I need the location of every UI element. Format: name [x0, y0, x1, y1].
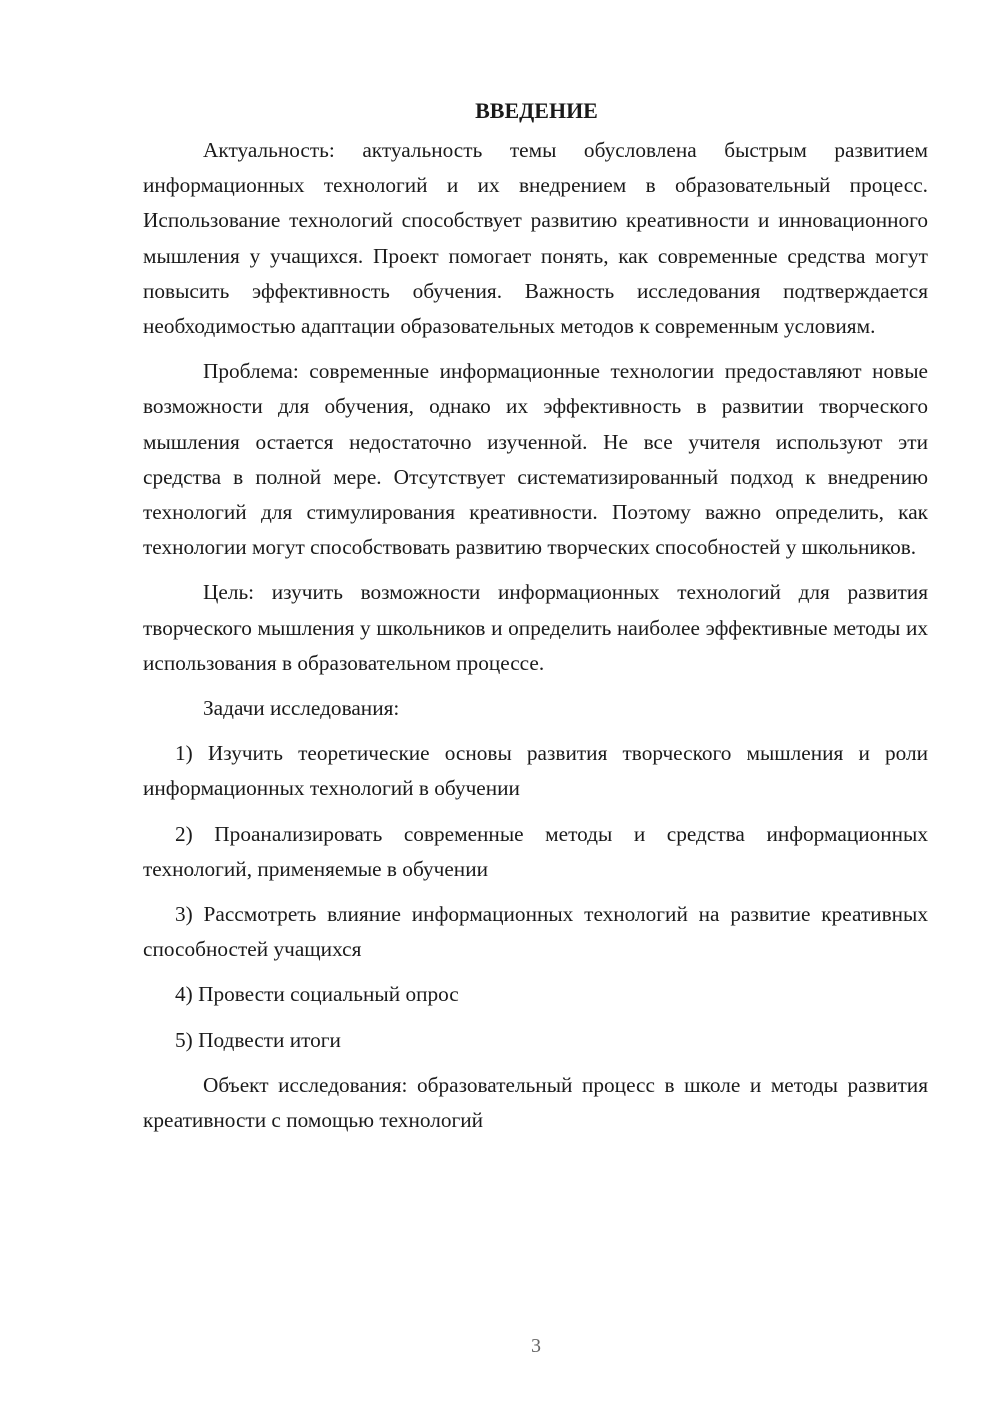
task-item: 4) Провести социальный опрос [175, 982, 459, 1007]
goal-paragraph: Цель: изучить возможности информационных технологий для развития творческого мышления у школьников и определить наиболее эффективные методы их использования в образовательном процессе. [143, 580, 928, 675]
object-paragraph: Объект исследования: образовательный процесс в школе и методы развития креативности с помощью технологий [143, 1072, 928, 1133]
problem-paragraph: Проблема: современные информационные технологии предоставляют новые возможности для обучения, однако их эффективность в развитии творческого мышления остается недостаточно изученной. Не все учителя используют эти средства в полной мере. Отсутствует систематизированный подход к внедрению технологий для стимулирования креативности. Поэтому важно определить, как технологии могут способствовать развитию творческих способностей у школьников. [143, 359, 928, 560]
task-item: 3) Рассмотреть влияние информационных технологий на развитие креативных способностей учащихся [143, 902, 928, 962]
page-number: 3 [531, 1335, 541, 1357]
task-item: 2) Проанализировать современные методы и средства информационных технологий, применяемые в обучении [143, 821, 928, 881]
page-title: ВВЕДЕНИЕ [475, 98, 598, 123]
task-item: 1) Изучить теоретические основы развития творческого мышления и роли информационных технологий в обучении [143, 741, 928, 801]
tasks-heading: Задачи исследования: [203, 696, 400, 721]
task-item: 5) Подвести итоги [175, 1027, 341, 1052]
relevance-paragraph: Актуальность: актуальность темы обусловлена быстрым развитием информационных технологий и их внедрением в образовательный процесс. Использование технологий способствует развитию креативности и инновационного мышления у учащихся. Проект помогает понять, как современные средства могут повысить эффективность обучения. Важность исследования подтверждается необходимостью адаптации образовательных методов к современным условиям. [143, 138, 928, 339]
page-body [143, 97, 928, 1148]
